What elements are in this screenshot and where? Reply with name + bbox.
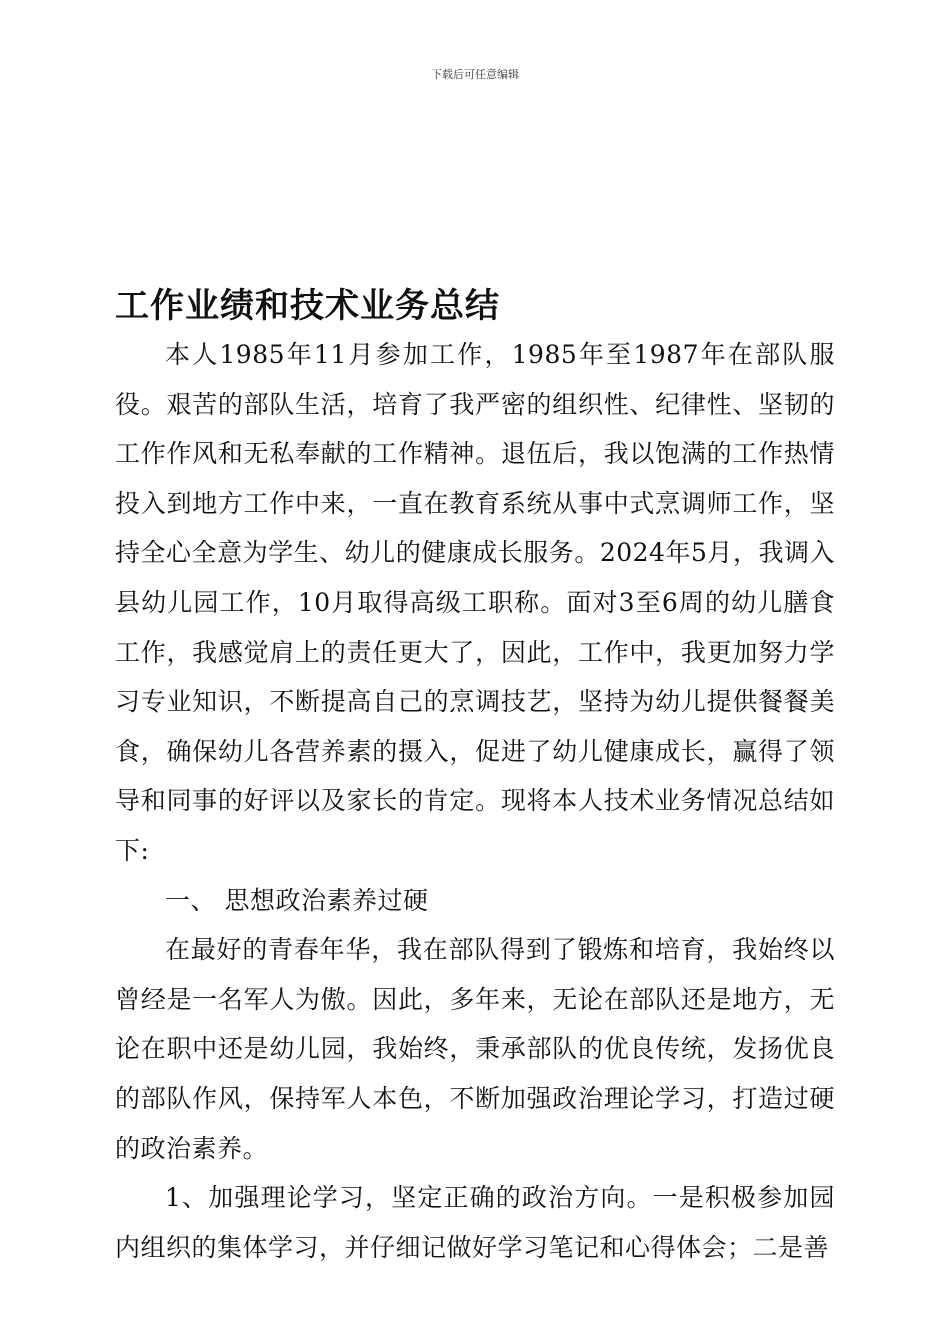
paragraph-intro: 本人1985年11月参加工作，1985年至1987年在部队服役。艰苦的部队生活，培育了我严密的组织性、纪律性、坚韧的工作作风和无私奉献的工作精神。退伍后，我以饱满的工作热情投入到地方工作中来，一直在教育系统从事中式烹调师工作，坚持全心全意为学生、幼儿的健康成长服务。2024年5月，我调入县幼儿园工作，10月取得高级工职称。面对3至6周的幼儿膳食工作，我感觉肩上的责任更大了，因此，工作中，我更加努力学习专业知识，不断提高自己的烹调技艺，坚持为幼儿提供餐餐美食，确保幼儿各营养素的摄入，促进了幼儿健康成长，赢得了领导和同事的好评以及家长的肯定。现将本人技术业务情况总结如下: bbox=[115, 340, 835, 865]
section-heading-1: 一、 思想政治素养过硬 bbox=[165, 885, 429, 915]
header-note: 下载后可任意编辑 bbox=[431, 68, 519, 81]
document-body bbox=[115, 330, 835, 1272]
paragraph-section-1: 在最好的青春年华，我在部队得到了锻炼和培育，我始终以曾经是一名军人为傲。因此，多年来，无论在部队还是地方，无论在职中还是幼儿园，我始终，秉承部队的优良传统，发扬优良的部队作风，保持军人本色，不断加强政治理论学习，打造过硬的政治素养。 bbox=[115, 935, 835, 1163]
document-title: 工作业绩和技术业务总结 bbox=[115, 286, 500, 326]
paragraph-item-1: 1、加强理论学习，坚定正确的政治方向。一是积极参加园内组织的集体学习，并仔细记做好学习笔记和心得体会；二是善 bbox=[115, 1183, 835, 1262]
